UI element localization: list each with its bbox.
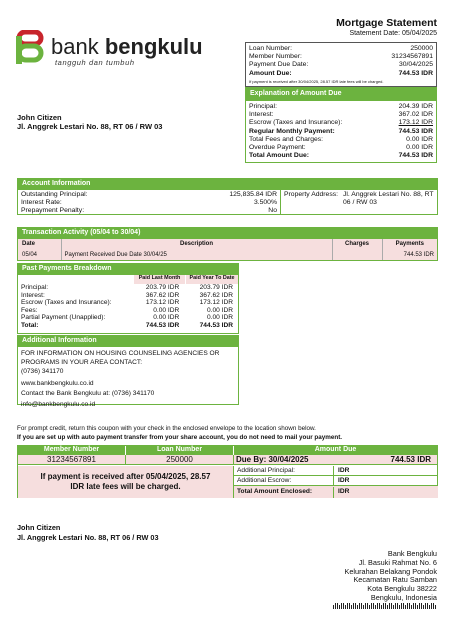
account-value: No xyxy=(268,207,277,215)
past-payment-row xyxy=(21,314,235,322)
coupon-entry-value: IDR xyxy=(338,467,350,474)
coupon-entry-row[interactable] xyxy=(234,476,438,486)
account-row xyxy=(21,191,277,199)
account-value: 3.500% xyxy=(253,199,277,207)
return-address-line: Bank Bengkulu xyxy=(387,549,437,558)
barcode-bar xyxy=(347,603,348,609)
explanation-value: 367.02 IDR xyxy=(398,111,433,119)
payment-coupon xyxy=(17,445,438,498)
coupon-loan-value: 250000 xyxy=(126,455,234,464)
explanation-label: Total Fees and Charges: xyxy=(249,135,324,143)
barcode-bar xyxy=(353,603,354,609)
additional-email[interactable]: info@bankbengkulu.co.id xyxy=(21,400,96,408)
coupon-due-label: Due By: 30/04/2025 xyxy=(236,455,309,464)
coupon-entry-row[interactable] xyxy=(234,466,438,476)
account-label: Interest Rate: xyxy=(21,199,62,207)
past-label: Total: xyxy=(21,321,39,329)
summary-value: 744.53 IDR xyxy=(398,69,433,77)
explanation-value: 744.53 IDR xyxy=(398,127,433,135)
coupon-amount-header: Amount Due xyxy=(314,446,357,453)
barcode-bar xyxy=(429,605,430,609)
account-info-box xyxy=(17,178,438,215)
summary-value: 30/04/2025 xyxy=(398,61,433,69)
past-ytd: 0.00 IDR xyxy=(206,314,233,322)
barcode-bar xyxy=(401,603,402,609)
past-payment-row xyxy=(21,292,235,300)
additional-line: FOR INFORMATION ON HOUSING COUNSELING AGENCIES OR PROGRAMS IN YOUR AREA CONTACT: xyxy=(21,350,220,366)
return-address xyxy=(345,550,438,603)
barcode-bar xyxy=(435,605,436,609)
explanation-value: 173.12 IDR xyxy=(398,119,433,127)
barcode-bar xyxy=(415,603,416,609)
barcode-bar xyxy=(337,603,338,609)
past-payments-box xyxy=(17,263,239,334)
explanation-row xyxy=(249,128,433,136)
barcode-bar xyxy=(425,603,426,609)
past-label: Fees: xyxy=(21,306,38,314)
coupon-note-2: If you are set up with auto payment transfer from your share account, you do not need to mail your payment. xyxy=(17,434,343,441)
explanation-label: Escrow (Taxes and Insurance): xyxy=(249,119,343,127)
coupon-entry-label: Total Amount Enclosed: xyxy=(234,487,334,498)
barcode-bar xyxy=(339,605,340,609)
barcode-bar xyxy=(367,603,368,609)
customer-address: Jl. Anggrek Lestari No. 88, RT 06 / RW 03 xyxy=(17,122,163,131)
col-date: Date xyxy=(18,239,61,249)
explanation-label: Regular Monthly Payment: xyxy=(249,127,335,135)
return-address-line: Kelurahan Belakang Pondok xyxy=(344,566,437,576)
coupon-entry-row[interactable] xyxy=(234,486,438,498)
mail-customer-address: Jl. Anggrek Lestari No. 88, RT 06 / RW 03 xyxy=(17,533,159,542)
col-description: Description xyxy=(61,239,332,249)
account-rows xyxy=(21,191,277,216)
barcode-bar xyxy=(395,603,396,609)
bank-tagline: tangguh dan tumbuh xyxy=(55,58,135,67)
coupon-entry-value: IDR xyxy=(338,488,350,495)
return-address-line: Jl. Basuki Rahmat No. 6 xyxy=(358,557,437,567)
barcode-bar xyxy=(335,603,336,609)
summary-row xyxy=(249,45,433,53)
explanation-row xyxy=(249,119,433,127)
explanation-rows xyxy=(246,101,436,162)
barcode-bar xyxy=(423,605,424,609)
account-row xyxy=(21,199,277,207)
return-address-line: Kecamatan Ratu Samban xyxy=(353,575,437,585)
barcode-bar xyxy=(343,603,344,609)
barcode-bar xyxy=(421,603,422,609)
explanation-row xyxy=(249,111,433,119)
barcode-bar xyxy=(373,603,374,609)
barcode-bar xyxy=(359,603,360,609)
barcode-bar xyxy=(405,605,406,609)
summary-value: 250000 xyxy=(410,45,433,52)
tx-payments: 744.53 IDR xyxy=(403,251,434,258)
bank-name-light: bank xyxy=(51,34,105,59)
barcode-bar xyxy=(403,603,404,609)
barcode-bar xyxy=(377,603,378,609)
summary-box xyxy=(245,42,437,87)
barcode-bar xyxy=(351,605,352,609)
barcode-bar xyxy=(427,603,428,609)
additional-info-box xyxy=(17,335,239,408)
past-payment-row xyxy=(21,322,235,330)
additional-info-title: Additional Information xyxy=(18,336,238,347)
postal-barcode xyxy=(333,603,438,609)
account-label: Prepayment Penalty: xyxy=(21,207,85,215)
explanation-row xyxy=(249,152,433,160)
coupon-late-message: If payment is received after 05/04/2025, 28.57 IDR late fees will be charged. xyxy=(18,466,234,498)
barcode-bar xyxy=(365,603,366,609)
barcode-bar xyxy=(413,603,414,609)
explanation-box xyxy=(245,87,437,163)
explanation-value: 0.00 IDR xyxy=(406,135,433,143)
barcode-bar xyxy=(345,605,346,609)
summary-label: Amount Due: xyxy=(249,69,292,77)
barcode-bar xyxy=(371,603,372,609)
late-note: If payment is received after 30/04/2025, 28.57 IDR late fees will be charged. xyxy=(249,78,384,84)
barcode-bar xyxy=(431,603,432,609)
summary-rows xyxy=(249,45,433,78)
statement-title: Mortgage Statement xyxy=(336,17,437,29)
past-payment-row xyxy=(21,284,235,292)
additional-phone: (0736) 341170 xyxy=(21,368,64,375)
explanation-label: Overdue Payment: xyxy=(249,144,306,152)
barcode-bar xyxy=(375,605,376,609)
explanation-value: 0.00 IDR xyxy=(406,144,433,152)
barcode-bar xyxy=(389,603,390,609)
explanation-row xyxy=(249,144,433,152)
coupon-loan-header: Loan Number xyxy=(126,446,234,455)
explanation-row xyxy=(249,103,433,111)
barcode-bar xyxy=(385,603,386,609)
transactions-title: Transaction Activity (05/04 to 30/04) xyxy=(18,228,437,239)
summary-row xyxy=(249,53,433,61)
coupon-member-header: Member Number xyxy=(18,446,126,455)
coupon-note-1: For prompt credit, return this coupon with your check in the enclosed envelope to the location shown below. xyxy=(17,425,316,432)
barcode-bar xyxy=(341,603,342,609)
barcode-bar xyxy=(411,605,412,609)
explanation-value: 204.39 IDR xyxy=(398,103,433,110)
summary-label: Loan Number: xyxy=(249,45,293,52)
past-label: Partial Payment (Unapplied): xyxy=(21,314,106,322)
transactions-box xyxy=(17,227,438,261)
past-payments-title: Past Payments Breakdown xyxy=(18,264,238,275)
bank-name-bold: bengkulu xyxy=(104,34,203,59)
past-ytd: 367.62 IDR xyxy=(199,291,233,299)
past-ytd: 744.53 IDR xyxy=(199,321,233,329)
past-payment-row xyxy=(21,307,235,315)
barcode-bar xyxy=(381,605,382,609)
col-charges: Charges xyxy=(332,239,382,249)
additional-website[interactable]: www.bankbengkulu.co.id xyxy=(21,379,94,387)
table-row xyxy=(18,249,437,260)
coupon-member-value: 31234567891 xyxy=(18,455,126,464)
return-address-line: Kota Bengkulu 38222 xyxy=(367,584,437,594)
col-last-month: Paid Last Month xyxy=(134,275,186,284)
past-payments-rows xyxy=(18,284,238,330)
barcode-bar xyxy=(387,605,388,609)
additional-contact: Contact the Bank Bengkulu at: (0736) 341170 xyxy=(21,390,155,397)
barcode-bar xyxy=(355,603,356,609)
barcode-bar xyxy=(409,603,410,609)
coupon-entry-label: Additional Escrow: xyxy=(234,476,334,485)
explanation-row xyxy=(249,136,433,144)
summary-row xyxy=(249,61,433,69)
property-value: Jl. Anggrek Lestari No. 88, RT 06 / RW 03 xyxy=(343,191,434,206)
statement-date: Statement Date: 05/04/2025 xyxy=(349,30,437,37)
summary-label: Payment Due Date: xyxy=(249,61,309,69)
col-ytd: Paid Year To Date xyxy=(186,275,238,284)
barcode-bar xyxy=(391,603,392,609)
explanation-label: Interest: xyxy=(249,111,274,119)
account-divider xyxy=(280,190,281,214)
tx-date: 05/04 xyxy=(18,249,61,260)
return-address-line: Bengkulu, Indonesia xyxy=(370,592,437,602)
past-last-month: 744.53 IDR xyxy=(145,321,180,329)
col-payments: Payments xyxy=(395,241,424,247)
coupon-entry-label: Additional Principal: xyxy=(234,466,334,475)
past-label: Principal: xyxy=(21,284,49,291)
past-ytd: 203.79 IDR xyxy=(199,284,233,291)
barcode-bar xyxy=(407,603,408,609)
past-last-month: 173.12 IDR xyxy=(145,299,180,307)
barcode-bar xyxy=(369,605,370,609)
barcode-bar xyxy=(357,605,358,609)
barcode-bar xyxy=(397,603,398,609)
barcode-bar xyxy=(399,605,400,609)
barcode-bar xyxy=(361,603,362,609)
past-last-month: 0.00 IDR xyxy=(153,314,180,322)
barcode-bar xyxy=(393,605,394,609)
mail-customer-name: John Citizen xyxy=(17,523,61,532)
barcode-bar xyxy=(383,603,384,609)
bank-logo xyxy=(15,30,203,70)
account-info-title: Account Information xyxy=(18,179,437,190)
tx-description: Payment Received Due Date 30/04/25 xyxy=(61,249,332,260)
customer-name: John Citizen xyxy=(17,113,62,122)
summary-value: 31234567891 xyxy=(391,53,433,61)
barcode-bar xyxy=(419,603,420,609)
property-label: Property Address: xyxy=(284,191,339,198)
transactions-table xyxy=(18,239,437,260)
barcode-bar xyxy=(333,605,334,609)
account-row xyxy=(21,207,277,215)
summary-label: Member Number: xyxy=(249,53,302,61)
coupon-due-amount: 744.53 IDR xyxy=(390,455,431,464)
transactions-body xyxy=(18,249,437,260)
past-label: Escrow (Taxes and Insurance): xyxy=(21,299,112,307)
account-label: Outstanding Principal: xyxy=(21,191,88,198)
tx-charges xyxy=(332,249,382,260)
explanation-label: Principal: xyxy=(249,103,277,110)
past-last-month: 0.00 IDR xyxy=(153,306,180,314)
past-last-month: 203.79 IDR xyxy=(145,284,180,291)
coupon-entry-value: IDR xyxy=(338,477,350,484)
past-ytd: 0.00 IDR xyxy=(206,306,233,314)
barcode-bar xyxy=(379,603,380,609)
explanation-title: Explanation of Amount Due xyxy=(246,88,436,101)
coupon-entry-rows xyxy=(234,466,438,498)
explanation-label: Total Amount Due: xyxy=(249,152,310,160)
barcode-bar xyxy=(363,605,364,609)
barcode-bar xyxy=(349,603,350,609)
past-last-month: 367.62 IDR xyxy=(145,291,180,299)
summary-row xyxy=(249,70,433,78)
barcode-bar xyxy=(433,603,434,609)
past-ytd: 173.12 IDR xyxy=(199,299,233,307)
past-label: Interest: xyxy=(21,291,45,299)
bank-logo-icon xyxy=(15,30,45,68)
past-payment-row xyxy=(21,299,235,307)
explanation-value: 744.53 IDR xyxy=(398,152,433,160)
account-value: 125,835.84 IDR xyxy=(229,191,277,198)
barcode-bar xyxy=(417,605,418,609)
